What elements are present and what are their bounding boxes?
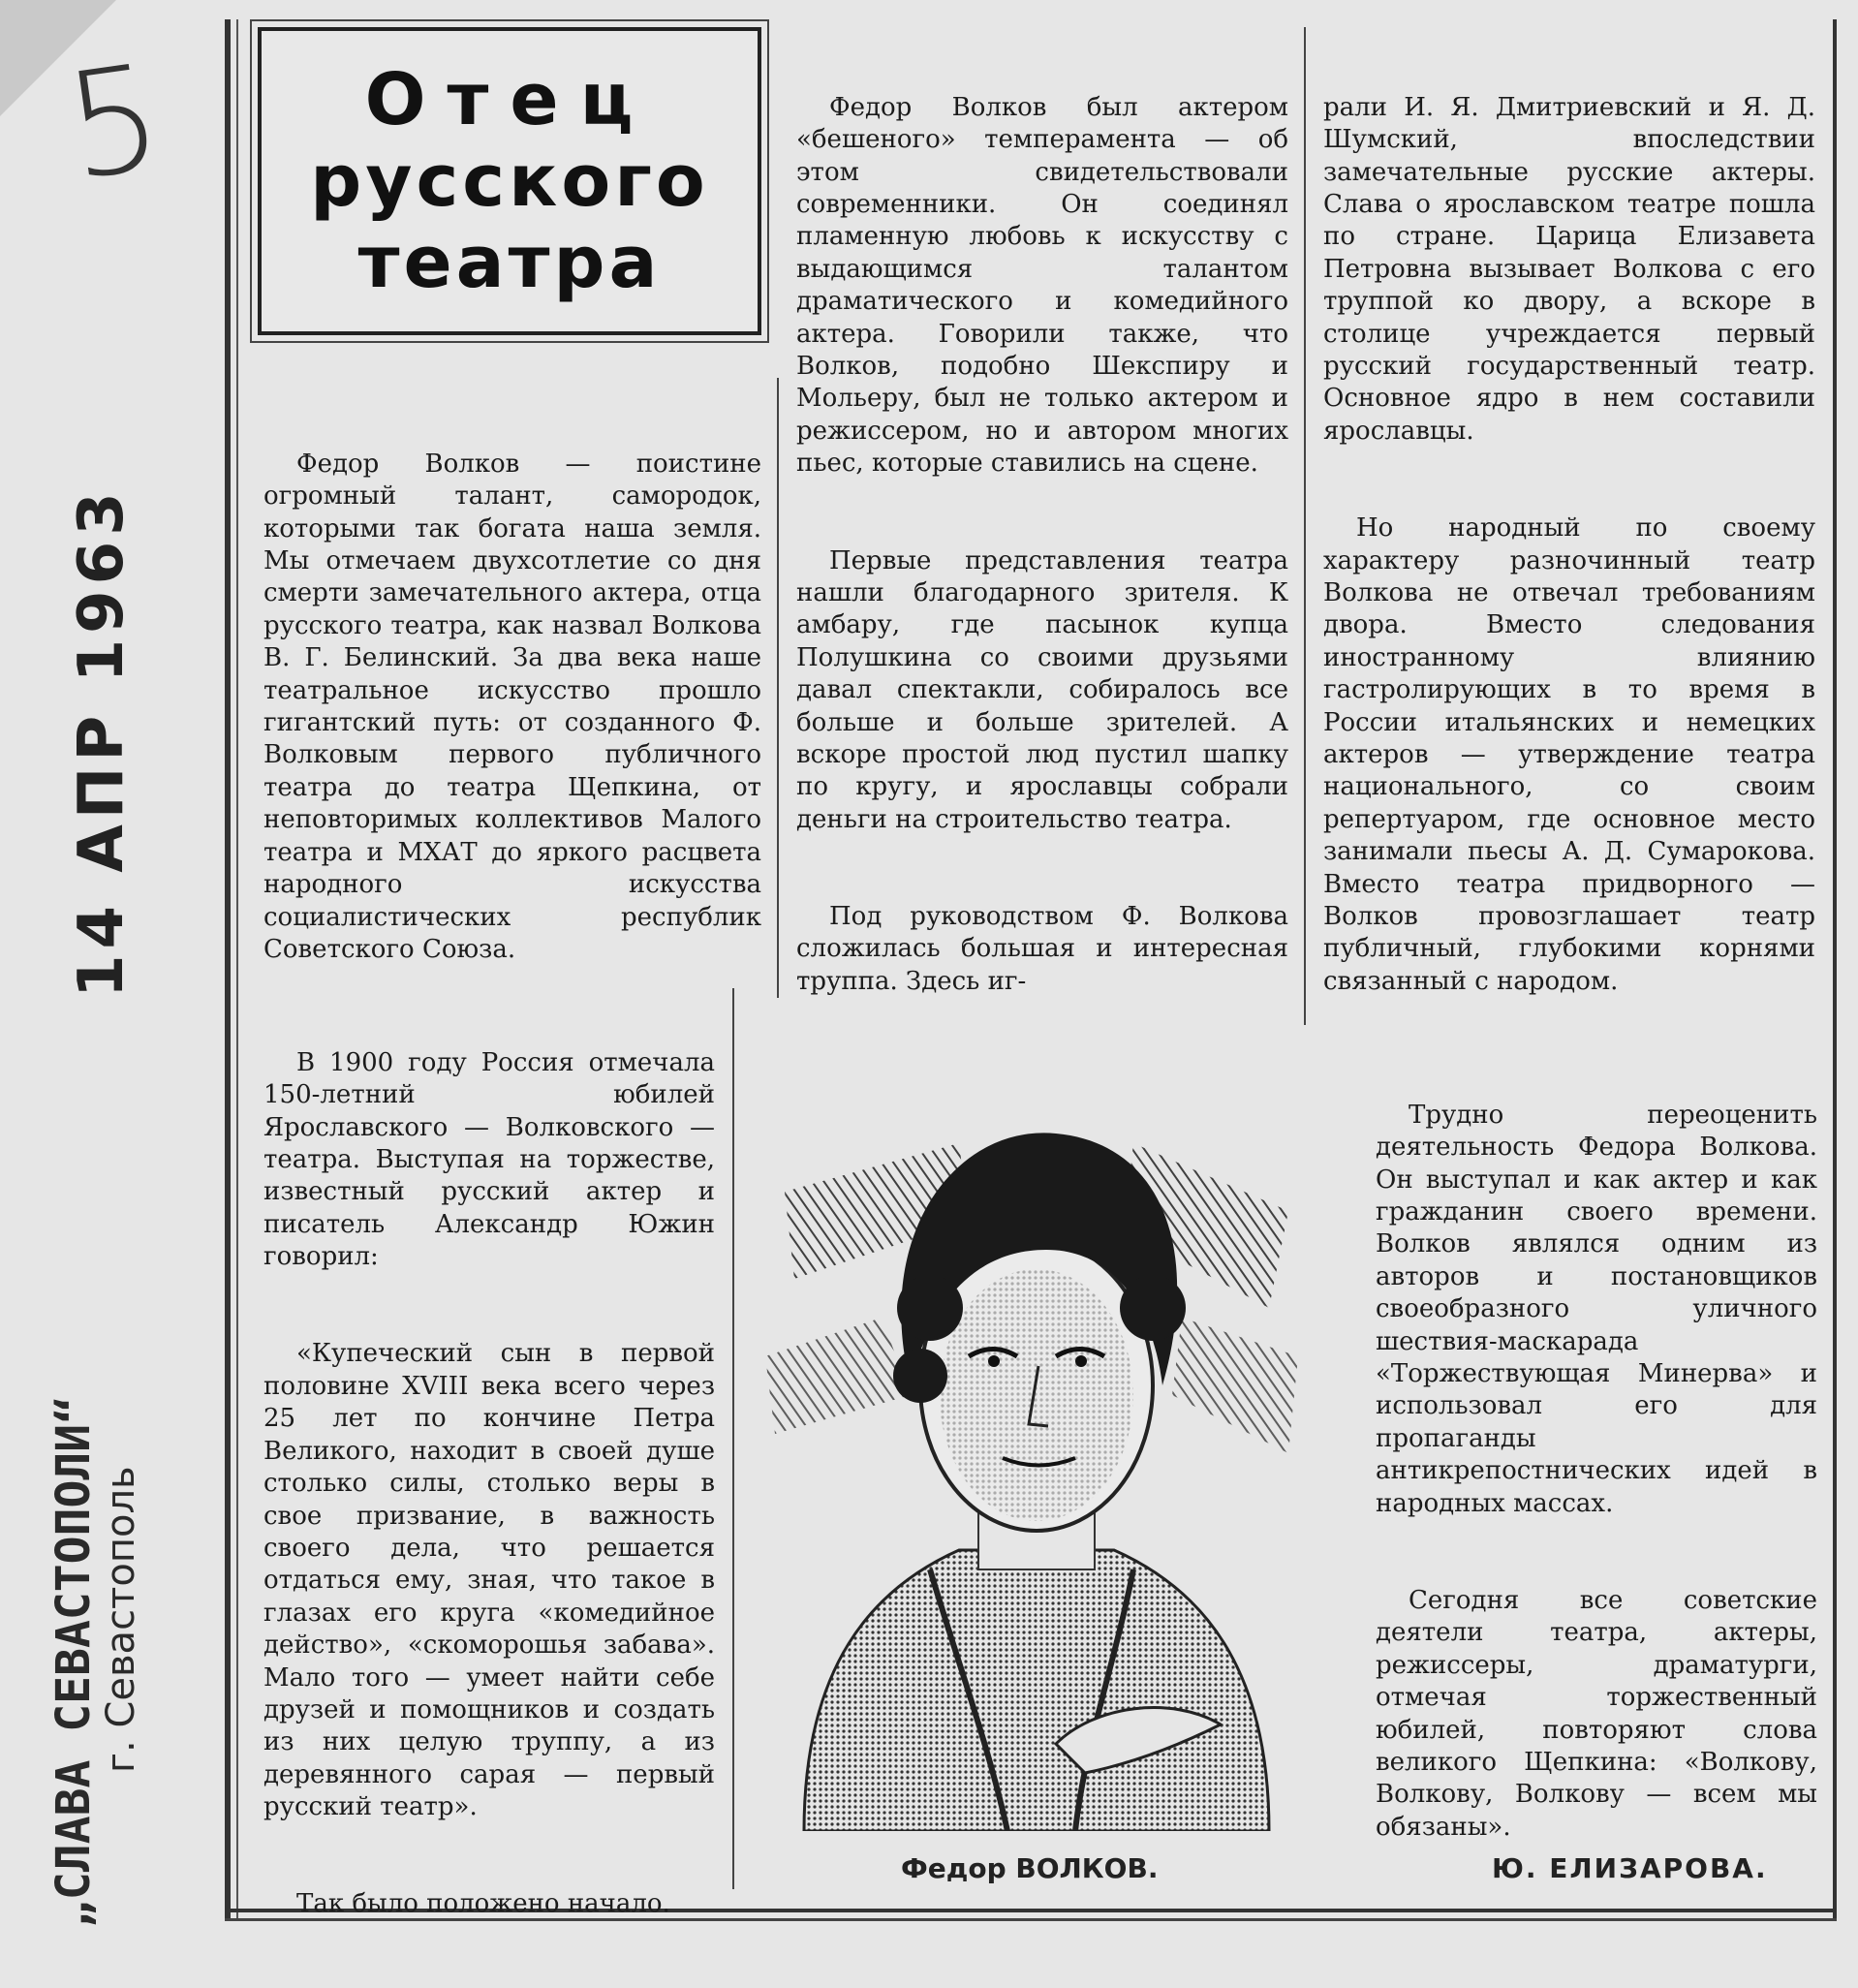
city-name: г. Севастополь — [99, 1466, 143, 1773]
column-1-bottom — [263, 982, 724, 1986]
paragraph: Так было положено начало. — [296, 1889, 670, 1919]
frame-left-rule-thin — [236, 19, 238, 1918]
column-divider — [732, 988, 734, 1889]
paragraph: Сегодня все советские деятели театра, актеры, режиссеры, драматурги, отмечая торжественный юбилей, повторяют слова великого Щепкина: «Волкову, Волкову, Волкову — всем мы обязаны». — [1376, 1585, 1826, 1842]
frame-left-rule — [225, 19, 231, 1918]
column-2 — [796, 27, 1297, 1063]
column-3-bottom — [1376, 1035, 1826, 1909]
paragraph: Федор Волков был актером «бешеного» темперамента — об этом свидетельствовали современники. Он соединял пламенную любовь к искусству с выдающимся талантом драматического и комедийного актера. Говорили также, что Волков, подобно Шекспиру и Мольеру, был не только актером и режиссером, но и автором многих пьес, которые ставились на сцене. — [796, 92, 1297, 479]
portrait-illustration — [765, 1066, 1298, 1831]
frame-right-rule — [1833, 19, 1837, 1918]
column-divider — [1304, 27, 1306, 1025]
paragraph: Первые представления театра нашли благодарного зрителя. К амбару, где пасынок купца Полушкина со своими друзьями давал спектакли, собиралось все больше и больше зрителей. А вскоре простой люд пустил шапку по кругу, и ярославцы собрали деньги на строительство театра. — [796, 545, 1297, 834]
paragraph: Федор Волков — поистине огромный талант, самородок, которыми так богата наша земля. Мы отмечаем двухсотлетие со дня смерти замечательного актера, отца русского театра, как назвал Волкова В. Г. Белинский. За два века наше театральное искусство прошло гигантский путь: от созданного Ф. Волковым первого публичного театра до театра Щепкина, от неповторимых коллективов Малого театра и МХАТ до яркого расцвета народного искусства социалистических республик Советского Союза. — [263, 449, 770, 964]
headline-line-2: русского — [310, 140, 709, 223]
column-3-top — [1323, 27, 1824, 1063]
paragraph: Трудно переоценить деятельность Федора Волкова. Он выступал и как актер и как гражданин своего времени. Волков являлся одним из авторов и постановщиков своеобразного уличного шествия-маскарада «Торжествующая Минерва» и использовал его для пропаганды антикрепостнических идей в народных массах. — [1376, 1100, 1826, 1518]
paragraph: рали И. Я. Дмитриевский и Я. Д. Шумский, впоследствии замечательные русские актеры. Слава о ярославском театре пошла по стране. Царица Елизавета Петровна вызывает Волкова с его труппой ко двору, а вскоре в столице учреждается первый русский государственный театр. Основное ядро в нем составили ярославцы. — [1323, 92, 1824, 446]
date-stamp: 14 АПР 1963 — [66, 486, 138, 998]
newspaper-name: „СЛАВА СЕВАСТОПОЛИ“ — [46, 1395, 101, 1928]
headline-line-3: театра — [357, 221, 662, 304]
column-1-top — [263, 384, 770, 1031]
paragraph: Но народный по своему характеру разночинный театр Волкова не отвечал требованиям двора. Вместо следования иностранному влиянию гастролирующих в то время в России итальянских и немецких актеров — утверждение театра национального, со своим репертуаром, где основное место занимали пьесы А. Д. Сумарокова. Вместо театра придворного — Волков провозглашает театр публичный, глубокими корнями связанный с народом. — [1323, 513, 1824, 996]
headline-line-1: Отец — [364, 58, 655, 141]
handwritten-note: 5 — [56, 33, 172, 213]
portrait-caption: Федор ВОЛКОВ. — [901, 1852, 1159, 1884]
column-divider — [777, 378, 779, 998]
paragraph: В 1900 году Россия отмечала 150-летний юбилей Ярославского — Волковского — театра. Выступая на торжестве, известный русский актер и писатель Александр Южин говорил: — [263, 1047, 724, 1272]
author-signature: Ю. ЕЛИЗАРОВА. — [1492, 1852, 1768, 1884]
quote-paragraph: «Купеческий сын в первой половине XVIII века всего через 25 лет по кончине Петра Великого, находит в своей душе столько силы, столько веры в свое призвание, в важность своего дела, что решается отдаться ему, зная, что такое в глазах его круга «комедийное действо», «скоморошья забава». Мало того — умеет найти себе друзей и помощников и создать из них целую труппу, а из деревянного сарая — первый русский театр». — [263, 1339, 724, 1822]
paragraph: Под руководством Ф. Волкова сложилась большая и интересная труппа. Здесь иг- — [796, 901, 1297, 996]
headline-box — [258, 27, 761, 335]
